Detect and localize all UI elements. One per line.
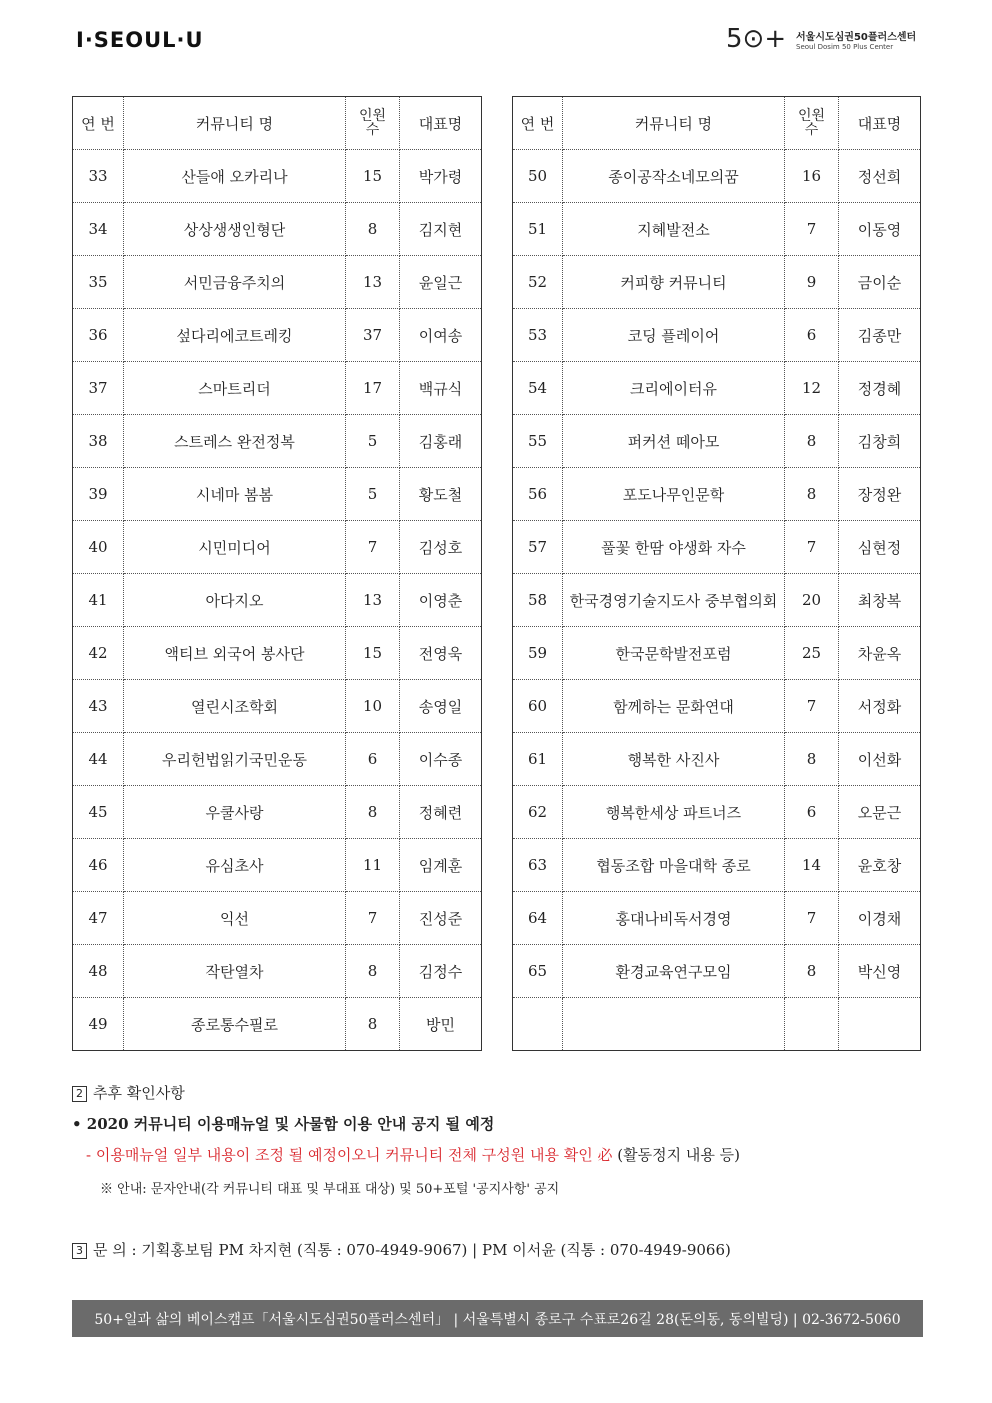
cell-rep: 서정화 — [839, 680, 921, 733]
cell-count: 13 — [346, 574, 400, 627]
section-number-box: 3 — [72, 1243, 87, 1259]
cell-count: 8 — [785, 415, 839, 468]
table-row — [73, 468, 482, 521]
table-row — [513, 521, 921, 574]
table-row — [513, 309, 921, 362]
section-number-box: 2 — [72, 1086, 87, 1102]
cell-count: 7 — [785, 892, 839, 945]
cell-rep: 김성호 — [400, 521, 482, 574]
cell-count: 15 — [346, 150, 400, 203]
table-row — [73, 733, 482, 786]
table-row — [73, 362, 482, 415]
cell-count: 6 — [785, 786, 839, 839]
cell-no: 51 — [513, 203, 563, 256]
cell-count: 6 — [785, 309, 839, 362]
cell-count — [785, 998, 839, 1051]
cell-rep: 전영욱 — [400, 627, 482, 680]
cell-no: 48 — [73, 945, 124, 998]
table-row — [513, 256, 921, 309]
cell-no: 64 — [513, 892, 563, 945]
header-count: 인원 수 — [346, 97, 400, 150]
cell-no: 58 — [513, 574, 563, 627]
cell-rep: 이경채 — [839, 892, 921, 945]
cell-rep: 진성준 — [400, 892, 482, 945]
cell-name: 상상생생인형단 — [124, 203, 346, 256]
red-notice-suffix: (활동정지 내용 등) — [612, 1146, 740, 1164]
cell-rep: 송영일 — [400, 680, 482, 733]
cell-rep: 방민 — [400, 998, 482, 1051]
cell-no: 49 — [73, 998, 124, 1051]
cell-name: 유심초사 — [124, 839, 346, 892]
cell-rep: 윤일근 — [400, 256, 482, 309]
table-row — [73, 892, 482, 945]
table-row — [73, 945, 482, 998]
cell-rep: 금이순 — [839, 256, 921, 309]
cell-name: 열린시조학회 — [124, 680, 346, 733]
cell-no: 35 — [73, 256, 124, 309]
cell-name: 포도나무인문학 — [563, 468, 785, 521]
table-row — [513, 150, 921, 203]
cell-no: 44 — [73, 733, 124, 786]
cell-count: 5 — [346, 415, 400, 468]
header-no: 연 번 — [513, 97, 563, 150]
cell-name: 종로통수필로 — [124, 998, 346, 1051]
cell-name: 익선 — [124, 892, 346, 945]
table-row — [73, 203, 482, 256]
header-no: 연 번 — [73, 97, 124, 150]
table-header-row — [513, 97, 921, 150]
cell-count: 37 — [346, 309, 400, 362]
cell-rep: 김홍래 — [400, 415, 482, 468]
table-row — [513, 945, 921, 998]
cell-count: 8 — [346, 998, 400, 1051]
center-name-kr: 서울시도심권50플러스센터 — [796, 32, 917, 43]
cell-name: 한국경영기술지도사 중부협의회 — [563, 574, 785, 627]
center-name-en: Seoul Dosim 50 Plus Center — [796, 43, 894, 51]
footer-bar: 50+일과 삶의 베이스캠프「서울시도심권50플러스센터」 | 서울특별시 종로구 수표로26길 28(돈의동, 동의빌딩) | 02-3672-5060 — [72, 1300, 923, 1337]
cell-count: 11 — [346, 839, 400, 892]
cell-rep: 박신영 — [839, 945, 921, 998]
cell-rep: 백규식 — [400, 362, 482, 415]
cell-no: 53 — [513, 309, 563, 362]
cell-rep: 이영춘 — [400, 574, 482, 627]
header-rep: 대표명 — [400, 97, 482, 150]
cell-no: 63 — [513, 839, 563, 892]
table-row — [513, 786, 921, 839]
cell-count: 8 — [346, 203, 400, 256]
cell-count: 15 — [346, 627, 400, 680]
cell-name: 홍대나비독서경영 — [563, 892, 785, 945]
table-row — [73, 309, 482, 362]
cell-rep: 정경혜 — [839, 362, 921, 415]
cell-no: 40 — [73, 521, 124, 574]
cell-no: 42 — [73, 627, 124, 680]
red-notice-text: - 이용매뉴얼 일부 내용이 조정 될 예정이오니 커뮤니티 전체 구성원 내용 확인 必 — [86, 1146, 613, 1164]
table-row — [73, 521, 482, 574]
fifty-plus-logo-mark: 5⊙+ — [726, 24, 787, 54]
cell-no: 46 — [73, 839, 124, 892]
table-row — [513, 998, 921, 1051]
table-row — [73, 998, 482, 1051]
cell-count: 5 — [346, 468, 400, 521]
cell-count: 7 — [346, 521, 400, 574]
cell-no: 55 — [513, 415, 563, 468]
cell-count: 7 — [785, 680, 839, 733]
table-row — [73, 256, 482, 309]
cell-rep: 김창희 — [839, 415, 921, 468]
cell-name: 산들애 오카리나 — [124, 150, 346, 203]
cell-name: 우쿨사랑 — [124, 786, 346, 839]
section-3-contact: 3 문 의 : 기획홍보팀 PM 차지현 (직통 : 070-4949-9067) | PM 이서윤 (직통 : 070-4949-9066) — [72, 1239, 731, 1260]
cell-name: 시네마 봄봄 — [124, 468, 346, 521]
table-row — [513, 574, 921, 627]
cell-no: 33 — [73, 150, 124, 203]
cell-count: 13 — [346, 256, 400, 309]
cell-name: 풀꽃 한땀 야생화 자수 — [563, 521, 785, 574]
cell-count: 8 — [785, 945, 839, 998]
cell-name: 협동조합 마을대학 종로 — [563, 839, 785, 892]
table-row — [513, 362, 921, 415]
cell-no: 39 — [73, 468, 124, 521]
cell-name: 액티브 외국어 봉사단 — [124, 627, 346, 680]
cell-rep: 이여송 — [400, 309, 482, 362]
cell-rep: 정선희 — [839, 150, 921, 203]
table-row — [513, 892, 921, 945]
cell-count: 7 — [346, 892, 400, 945]
cell-rep: 이수종 — [400, 733, 482, 786]
table-header-row — [73, 97, 482, 150]
cell-count: 12 — [785, 362, 839, 415]
cell-name: 작탄열차 — [124, 945, 346, 998]
cell-name: 서민금융주치의 — [124, 256, 346, 309]
section-2-heading: 2 추후 확인사항 — [72, 1082, 185, 1103]
cell-no: 57 — [513, 521, 563, 574]
table-row — [73, 839, 482, 892]
cell-count: 16 — [785, 150, 839, 203]
guide-note: ※ 안내: 문자안내(각 커뮤니티 대표 및 부대표 대상) 및 50+포털 '공지사항' 공지 — [100, 1182, 560, 1197]
cell-no: 36 — [73, 309, 124, 362]
table-row — [513, 839, 921, 892]
cell-name: 시민미디어 — [124, 521, 346, 574]
table-row — [513, 627, 921, 680]
cell-no: 52 — [513, 256, 563, 309]
table-row — [73, 150, 482, 203]
cell-name: 한국문학발전포럼 — [563, 627, 785, 680]
cell-name: 지혜발전소 — [563, 203, 785, 256]
cell-name: 함께하는 문화연대 — [563, 680, 785, 733]
cell-rep: 김정수 — [400, 945, 482, 998]
cell-name: 환경교육연구모임 — [563, 945, 785, 998]
cell-rep — [839, 998, 921, 1051]
cell-no — [513, 998, 563, 1051]
cell-count: 17 — [346, 362, 400, 415]
header-name: 커뮤니티 명 — [124, 97, 346, 150]
table-row — [73, 786, 482, 839]
cell-rep: 황도철 — [400, 468, 482, 521]
cell-no: 62 — [513, 786, 563, 839]
cell-count: 8 — [346, 786, 400, 839]
cell-rep: 정혜련 — [400, 786, 482, 839]
cell-count: 7 — [785, 203, 839, 256]
cell-count: 20 — [785, 574, 839, 627]
cell-no: 34 — [73, 203, 124, 256]
table-row — [513, 468, 921, 521]
cell-rep: 심현정 — [839, 521, 921, 574]
community-table-right — [512, 96, 921, 1051]
cell-count: 9 — [785, 256, 839, 309]
cell-count: 10 — [346, 680, 400, 733]
cell-no: 41 — [73, 574, 124, 627]
table-row — [73, 415, 482, 468]
cell-rep: 장정완 — [839, 468, 921, 521]
table-row — [513, 680, 921, 733]
cell-no: 47 — [73, 892, 124, 945]
table-row — [513, 415, 921, 468]
cell-count: 6 — [346, 733, 400, 786]
cell-count: 7 — [785, 521, 839, 574]
table-row — [513, 203, 921, 256]
table-row — [73, 574, 482, 627]
cell-rep: 최창복 — [839, 574, 921, 627]
cell-no: 61 — [513, 733, 563, 786]
cell-name: 크리에이터유 — [563, 362, 785, 415]
cell-rep: 김종만 — [839, 309, 921, 362]
iseoulu-logo: I·SEOUL·U — [76, 28, 204, 52]
cell-count: 8 — [785, 733, 839, 786]
cell-rep: 오문근 — [839, 786, 921, 839]
center-logo — [726, 22, 936, 58]
cell-name: 스마트리더 — [124, 362, 346, 415]
cell-no: 56 — [513, 468, 563, 521]
cell-no: 60 — [513, 680, 563, 733]
cell-count: 25 — [785, 627, 839, 680]
cell-no: 65 — [513, 945, 563, 998]
table-row — [513, 733, 921, 786]
cell-name: 코딩 플레이어 — [563, 309, 785, 362]
cell-rep: 윤호창 — [839, 839, 921, 892]
cell-name: 섶다리에코트레킹 — [124, 309, 346, 362]
table-row — [73, 627, 482, 680]
cell-name: 커피향 커뮤니티 — [563, 256, 785, 309]
bullet-notice: • 2020 커뮤니티 이용매뉴얼 및 사물함 이용 안내 공지 될 예정 — [72, 1115, 495, 1133]
cell-no: 43 — [73, 680, 124, 733]
cell-rep: 김지현 — [400, 203, 482, 256]
table-row — [73, 680, 482, 733]
cell-name: 종이공작소네모의꿈 — [563, 150, 785, 203]
header-name: 커뮤니티 명 — [563, 97, 785, 150]
cell-name: 우리헌법읽기국민운동 — [124, 733, 346, 786]
cell-name: 행복한세상 파트너즈 — [563, 786, 785, 839]
cell-name: 행복한 사진사 — [563, 733, 785, 786]
cell-rep: 이동영 — [839, 203, 921, 256]
header-count: 인원 수 — [785, 97, 839, 150]
community-table-left — [72, 96, 482, 1051]
cell-name: 스트레스 완전정복 — [124, 415, 346, 468]
cell-count: 8 — [785, 468, 839, 521]
cell-no: 38 — [73, 415, 124, 468]
cell-no: 45 — [73, 786, 124, 839]
cell-rep: 임계훈 — [400, 839, 482, 892]
cell-no: 37 — [73, 362, 124, 415]
cell-rep: 이선화 — [839, 733, 921, 786]
cell-name: 퍼커션 떼아모 — [563, 415, 785, 468]
cell-rep: 차윤옥 — [839, 627, 921, 680]
cell-name: 아다지오 — [124, 574, 346, 627]
cell-count: 14 — [785, 839, 839, 892]
header-rep: 대표명 — [839, 97, 921, 150]
cell-rep: 박가령 — [400, 150, 482, 203]
cell-name — [563, 998, 785, 1051]
cell-no: 54 — [513, 362, 563, 415]
cell-no: 59 — [513, 627, 563, 680]
red-notice-line — [86, 1144, 740, 1165]
cell-no: 50 — [513, 150, 563, 203]
cell-count: 8 — [346, 945, 400, 998]
